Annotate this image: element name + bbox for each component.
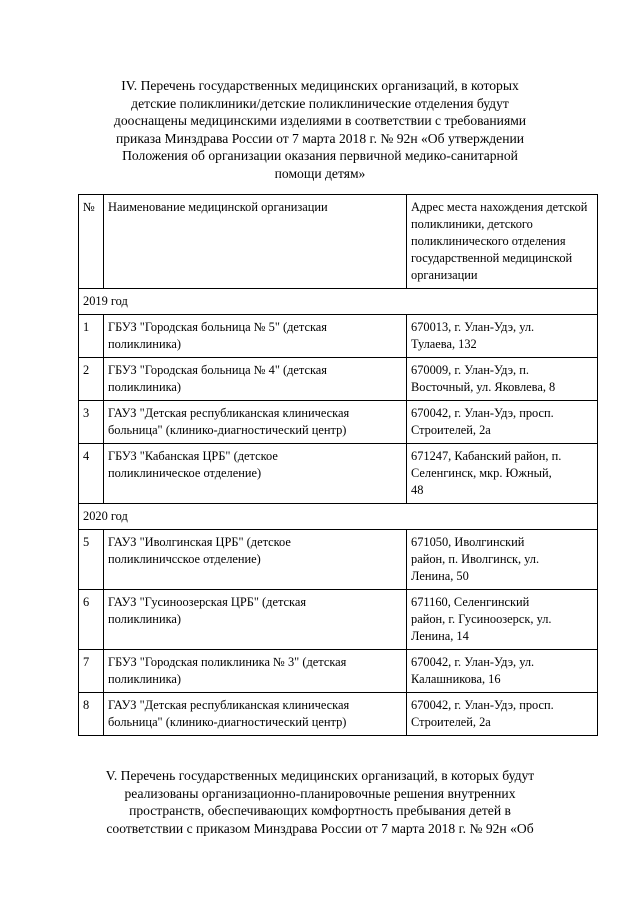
- table-header-row: [79, 195, 598, 289]
- header-organization-name: Наименование медицинской организации: [104, 195, 407, 289]
- title-line: дооснащены медицинскими изделиями в соответствии с требованиями: [113, 113, 527, 128]
- organizations-table: [78, 194, 598, 736]
- header-number: №: [79, 195, 104, 289]
- organization-address: [407, 530, 598, 590]
- address-line: 671050, Иволгинский: [411, 535, 525, 549]
- title-line: Положения об организации оказания первичной медико-санитарной: [122, 148, 518, 163]
- header-address-line: Адрес места нахождения: [411, 200, 544, 214]
- name-line: ГБУЗ "Городская больница № 5" (детская: [108, 320, 328, 334]
- address-line: Калашникова, 16: [411, 672, 501, 686]
- organization-name: [104, 693, 407, 736]
- name-line: больница" (клинико-диагностический центр): [108, 715, 347, 729]
- table-row: [79, 530, 598, 590]
- name-line: ГБУЗ "Кабанская ЦРБ" (детское: [108, 449, 278, 463]
- title-line: соответствии с приказом Минздрава России от 7 марта 2018 г. № 92н «Об: [106, 820, 534, 836]
- address-line: 670042, г. Улан-Удэ, просп.: [411, 698, 554, 712]
- address-line: 48: [411, 483, 424, 497]
- header-address-line: отделения государственной: [411, 234, 566, 265]
- organization-name: [104, 315, 407, 358]
- organization-name: [104, 530, 407, 590]
- title-line: IV. Перечень государственных медицинских организаций, в которых: [121, 78, 519, 93]
- organization-name: [104, 650, 407, 693]
- address-line: 670013, г. Улан-Удэ, ул.: [411, 320, 535, 334]
- table-row: [79, 315, 598, 358]
- organization-address: [407, 401, 598, 444]
- address-line: 670042, г. Улан-Удэ, ул.: [411, 655, 535, 669]
- name-line: поликлиника): [108, 337, 182, 351]
- table-row: [79, 650, 598, 693]
- address-line: Ленина, 14: [411, 629, 469, 643]
- organization-address: [407, 693, 598, 736]
- title-line: помощи детям»: [274, 165, 366, 181]
- row-number: 1: [79, 315, 104, 358]
- row-number: 6: [79, 590, 104, 650]
- address-line: 670009, г. Улан-Удэ, п.: [411, 363, 529, 377]
- name-line: поликлиническое отделение): [108, 466, 262, 480]
- organization-name: [104, 358, 407, 401]
- name-line: поликлиника): [108, 612, 182, 626]
- address-line: Селенгинск, мкр. Южный,: [411, 466, 552, 480]
- name-line: поликлиника): [108, 672, 182, 686]
- name-line: ГАУЗ "Иволгинская ЦРБ" (детское: [108, 535, 291, 549]
- address-line: 670042, г. Улан-Удэ, просп.: [411, 406, 554, 420]
- title-line: детские поликлиники/детские поликлинические отделения будут: [131, 95, 509, 111]
- row-number: 4: [79, 444, 104, 504]
- name-line: ГАУЗ "Детская республиканская клиническая: [108, 406, 350, 420]
- organization-name: [104, 401, 407, 444]
- name-line: ГБУЗ "Городская больница № 4" (детская: [108, 363, 328, 377]
- table-row: [79, 590, 598, 650]
- name-line: поликлиника): [108, 380, 182, 394]
- organization-name: [104, 590, 407, 650]
- address-line: Тулаева, 132: [411, 337, 477, 351]
- address-line: Восточный, ул. Яковлева, 8: [411, 380, 556, 394]
- organization-name: [104, 444, 407, 504]
- organization-address: [407, 444, 598, 504]
- address-line: 671160, Селенгинский: [411, 595, 530, 609]
- address-line: Ленина, 50: [411, 569, 469, 583]
- name-line: поликлиничсское отделение): [108, 552, 261, 566]
- year-label: 2019 год: [79, 289, 598, 315]
- row-number: 8: [79, 693, 104, 736]
- year-group-row: [79, 289, 598, 315]
- name-line: больница" (клинико-диагностический центр): [108, 423, 347, 437]
- row-number: 5: [79, 530, 104, 590]
- header-address: [407, 195, 598, 289]
- table-row: [79, 444, 598, 504]
- organization-address: [407, 650, 598, 693]
- section-iv-title: [80, 77, 560, 182]
- title-line: V. Перечень государственных медицинских организаций, в которых будут: [105, 768, 535, 783]
- address-line: район, п. Иволгинск, ул.: [411, 552, 540, 566]
- table-row: [79, 358, 598, 401]
- address-line: 671247, Кабанский район, п.: [411, 449, 562, 463]
- organization-address: [407, 590, 598, 650]
- name-line: ГБУЗ "Городская поликлиника № 3" (детская: [108, 655, 347, 669]
- year-group-row: [79, 504, 598, 530]
- title-line: реализованы организационно-планировочные решения внутренних: [124, 785, 516, 801]
- table-row: [79, 693, 598, 736]
- header-address-line: детского поликлинического: [411, 217, 533, 248]
- title-line: пространств, обеспечивающих комфортность пребывания детей в: [129, 803, 511, 818]
- address-line: Строителей, 2а: [411, 715, 491, 729]
- section-v-title: [80, 767, 560, 837]
- title-line: приказа Минздрава России от 7 марта 2018 г. № 92н «Об утверждении: [115, 130, 525, 146]
- header-address-line: детской поликлиники,: [411, 200, 588, 231]
- row-number: 3: [79, 401, 104, 444]
- address-line: Строителей, 2а: [411, 423, 491, 437]
- organization-address: [407, 315, 598, 358]
- name-line: ГАУЗ "Гусиноозерская ЦРБ" (детская: [108, 595, 307, 609]
- address-line: район, г. Гусиноозерск, ул.: [411, 612, 552, 626]
- year-label: 2020 год: [79, 504, 598, 530]
- table-row: [79, 401, 598, 444]
- row-number: 7: [79, 650, 104, 693]
- row-number: 2: [79, 358, 104, 401]
- header-address-line: медицинской организации: [411, 251, 573, 282]
- name-line: ГАУЗ "Детская республиканская клиническая: [108, 698, 350, 712]
- organization-address: [407, 358, 598, 401]
